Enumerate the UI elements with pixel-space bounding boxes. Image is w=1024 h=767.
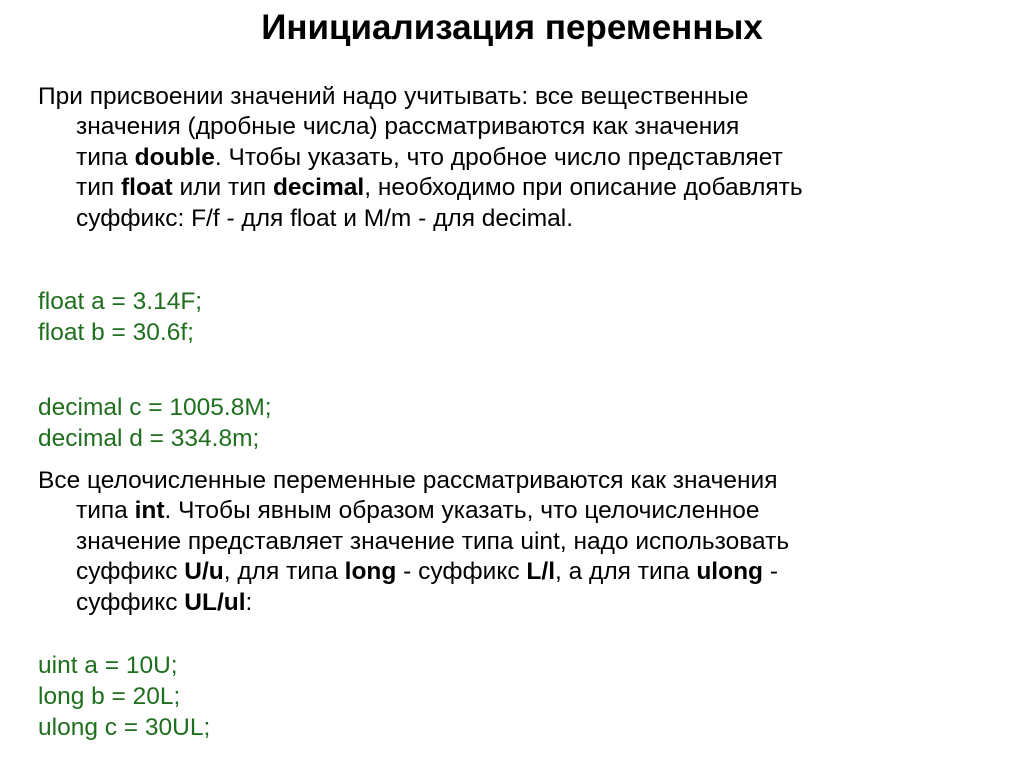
para1-line-3: типа double. Чтобы указать, что дробное число представляет	[76, 143, 783, 171]
code-line: uint a = 10U;	[38, 652, 178, 679]
para1-line-4: тип float или тип decimal, необходимо при описание добавлять	[76, 174, 803, 202]
keyword-float: float	[120, 174, 173, 202]
para1-line-1: При присвоении значений надо учитывать: все вещественные	[38, 83, 749, 110]
keyword-decimal: decimal	[272, 174, 365, 202]
code-line: float a = 3.14F;	[38, 288, 203, 315]
paragraph-integer-suffixes	[38, 466, 988, 618]
code-line: decimal c = 1005.8M;	[38, 394, 272, 421]
code-block-integer	[38, 650, 938, 743]
paragraph-float-suffixes	[38, 82, 988, 234]
code-line: decimal d = 334.8m;	[38, 425, 260, 452]
para2-line-3: значение представляет значение типа uint, надо использовать	[76, 527, 790, 555]
code-block-decimal	[38, 392, 938, 454]
code-line: ulong c = 30UL;	[38, 714, 211, 741]
para2-line-5: суффикс UL/ul:	[76, 588, 253, 616]
para1-line-2: значения (дробные числа) рассматриваются как значения	[76, 113, 740, 141]
keyword-int: int	[134, 497, 165, 525]
code-line: long b = 20L;	[38, 683, 181, 710]
keyword-double: double	[134, 143, 215, 171]
code-block-float	[38, 286, 938, 348]
slide-title: Инициализация переменных	[261, 8, 763, 47]
para2-line-4: суффикс U/u, для типа long - суффикс L/l, а для типа ulong -	[76, 558, 778, 586]
code-line: float b = 30.6f;	[38, 319, 194, 346]
para2-line-1: Все целочисленные переменные рассматриваются как значения	[38, 467, 778, 494]
para2-line-2: типа int. Чтобы явным образом указать, что целочисленное	[76, 497, 760, 525]
para1-line-5: суффикс: F/f - для float и M/m - для decimal.	[76, 204, 573, 232]
